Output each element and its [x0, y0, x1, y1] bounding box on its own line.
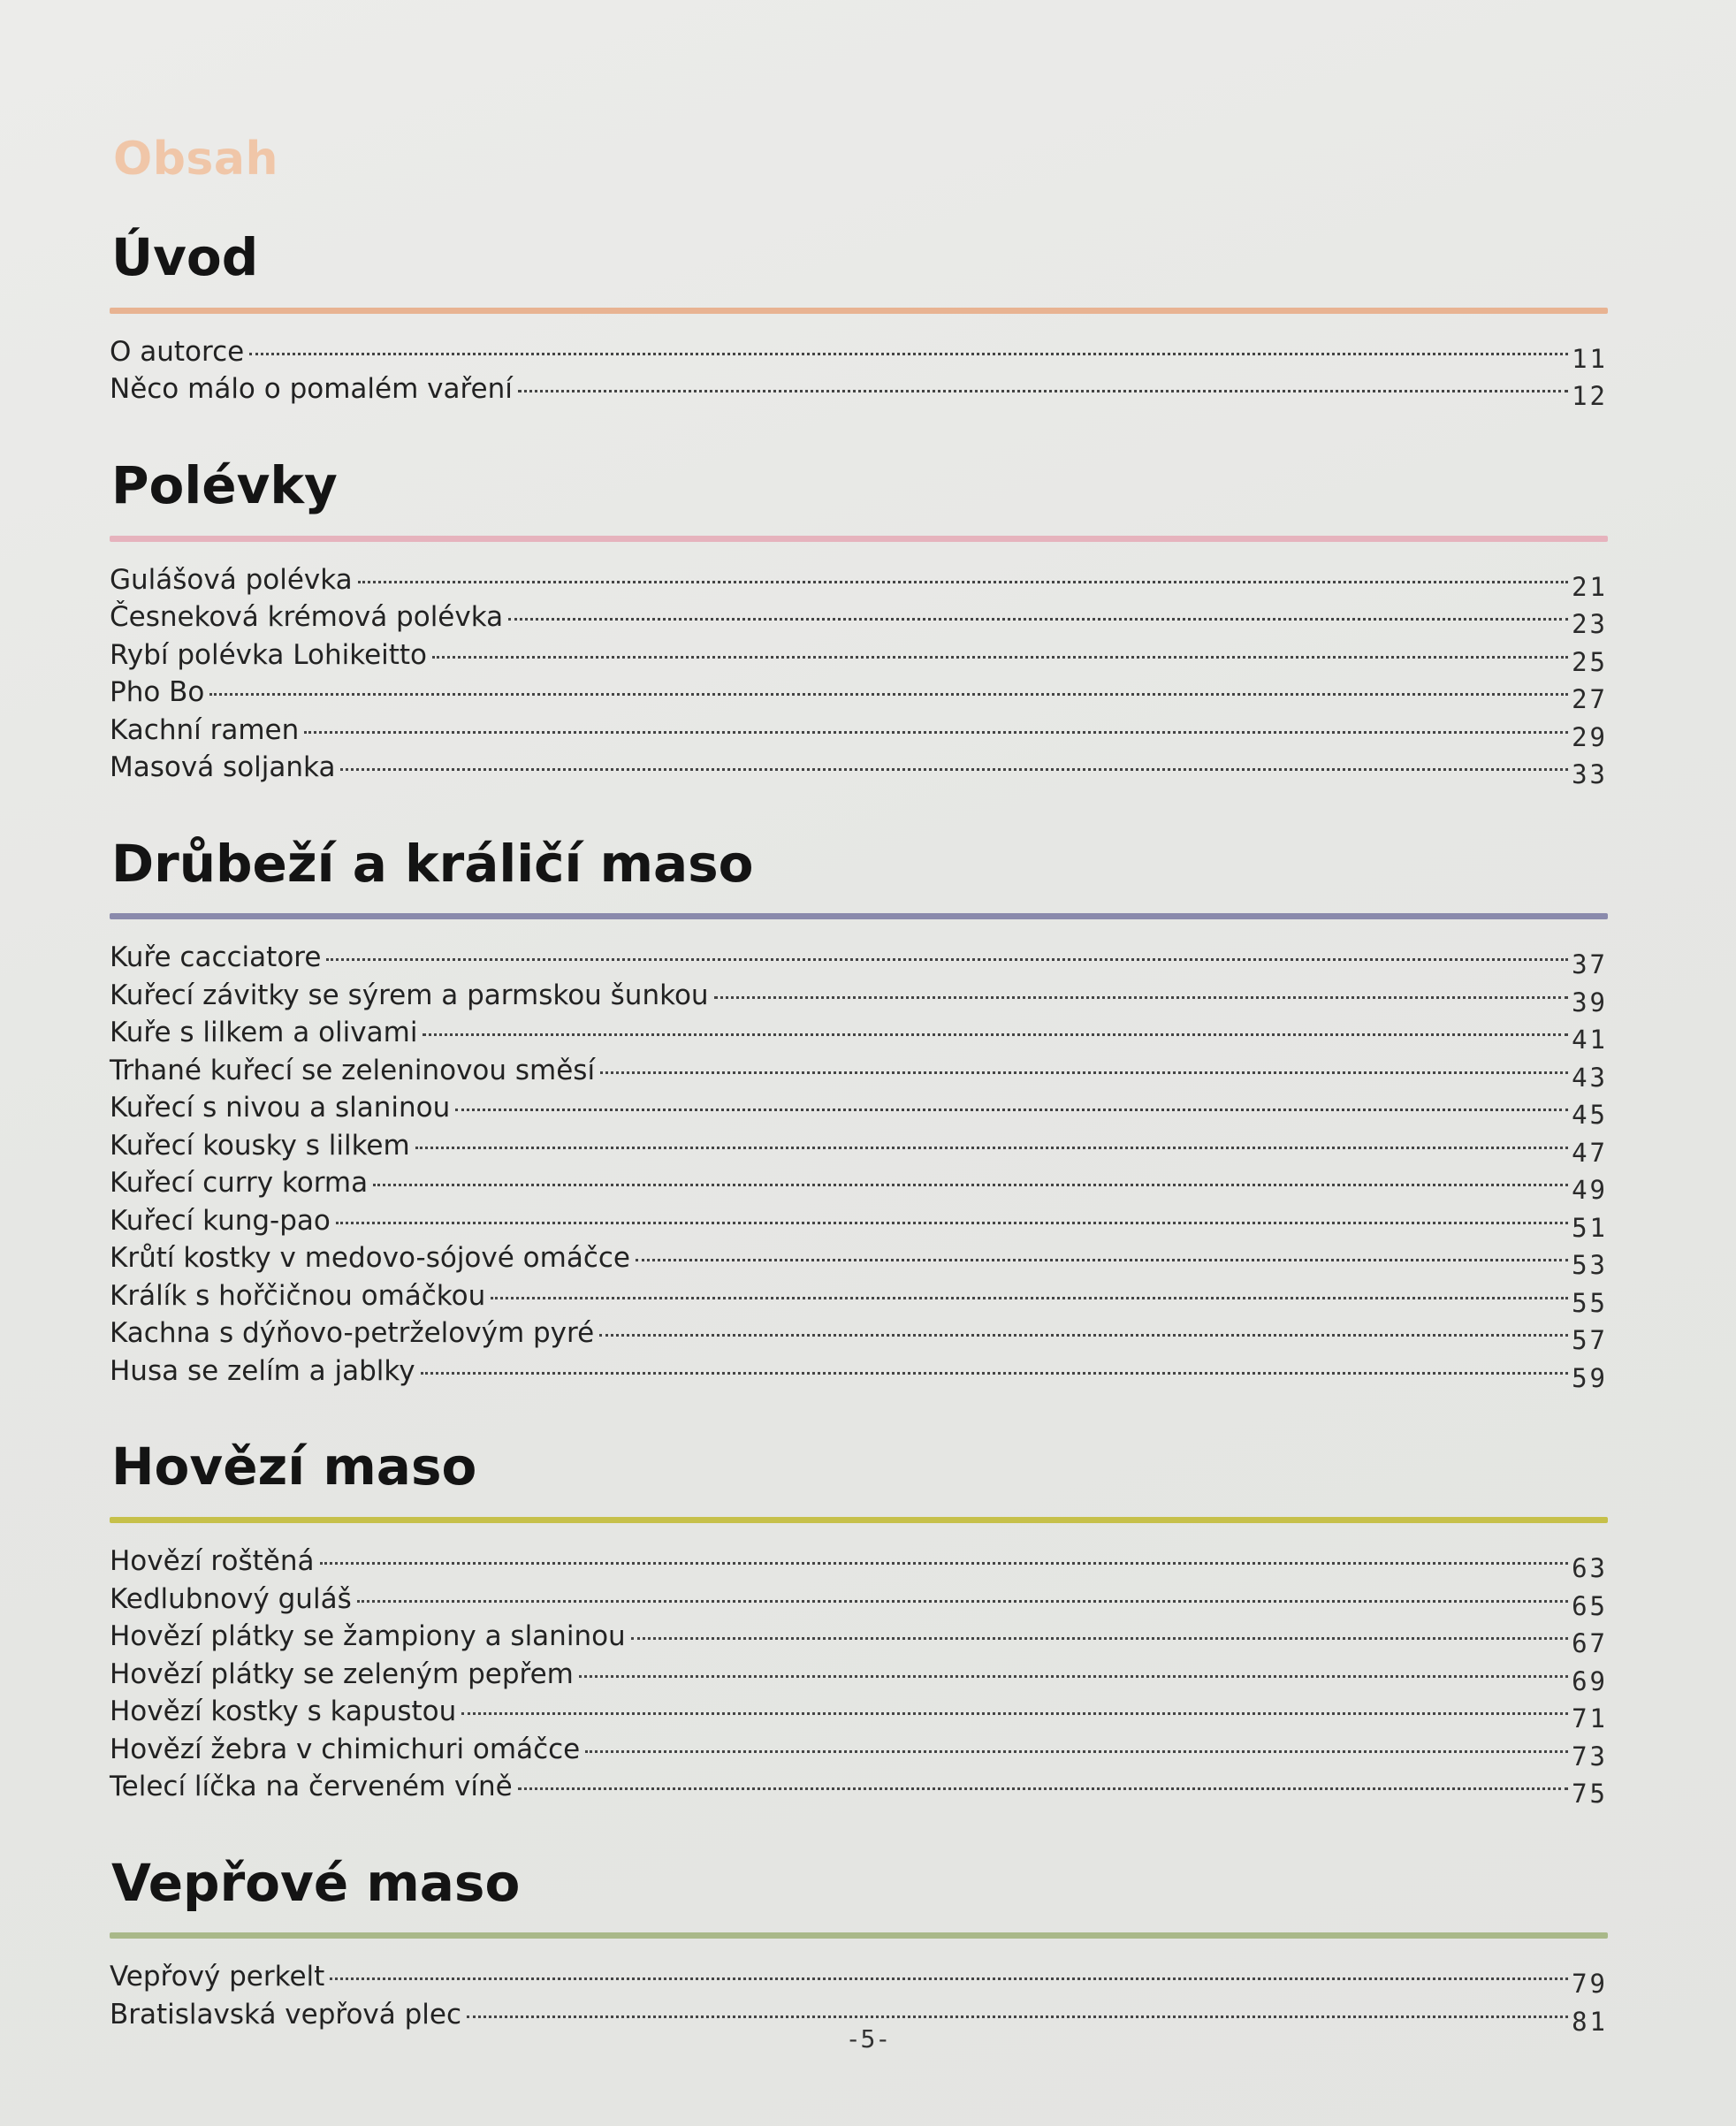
toc-entry — [110, 977, 1608, 1015]
section-divider — [110, 1517, 1608, 1523]
entry-page-number: 53 — [1572, 1250, 1608, 1281]
toc-entry — [110, 1052, 1608, 1093]
entry-title: Česneková krémová polévka — [110, 601, 504, 634]
entry-title: Krůtí kostky v medovo-sójové omáčce — [110, 1242, 630, 1275]
entry-title: Masová soljanka — [110, 751, 336, 784]
entry-title: Králík s hořčičnou omáčkou — [110, 1279, 486, 1312]
section-divider — [110, 536, 1608, 542]
entry-page-number: 27 — [1572, 684, 1608, 715]
toc-entry — [110, 939, 1608, 980]
dot-leader — [579, 1675, 1568, 1678]
toc-entry — [110, 1581, 1608, 1619]
entry-page-number: 71 — [1572, 1703, 1608, 1734]
entry-list — [110, 939, 1608, 1393]
entry-page-number: 51 — [1572, 1212, 1608, 1243]
dot-leader — [432, 656, 1568, 659]
entry-page-number: 37 — [1572, 949, 1608, 980]
toc-entry — [110, 1164, 1608, 1206]
toc-entry — [110, 1731, 1608, 1772]
section-heading: Úvod — [111, 227, 259, 287]
dot-leader — [508, 618, 1568, 621]
section-heading: Polévky — [111, 454, 338, 515]
entry-page-number: 23 — [1572, 609, 1608, 640]
entry-title: Kuřecí kung-pao — [110, 1204, 331, 1237]
entry-page-number: 69 — [1572, 1665, 1608, 1696]
toc-section — [110, 1436, 1608, 1810]
dot-leader — [636, 1259, 1568, 1261]
toc-entry — [110, 370, 1608, 412]
entry-page-number: 63 — [1572, 1553, 1608, 1584]
section-heading: Hovězí maso — [111, 1436, 477, 1497]
dot-leader — [518, 1787, 1568, 1790]
entry-list — [110, 1958, 1608, 2037]
entry-title: Kuře cacciatore — [110, 941, 322, 974]
entry-title: Pho Bo — [110, 676, 205, 709]
section-divider — [110, 1932, 1608, 1939]
toc-entry — [110, 1202, 1608, 1243]
dot-leader — [209, 693, 1568, 696]
toc-entry — [110, 1127, 1608, 1168]
toc-entry — [110, 1543, 1608, 1584]
dot-leader — [358, 581, 1568, 583]
entry-title: O autorce — [110, 335, 245, 368]
entry-title: Kachna s dýňovo-petrželovým pyré — [110, 1317, 595, 1350]
toc-section — [110, 1852, 1608, 2037]
entry-title: Něco málo o pomalém vaření — [110, 373, 513, 406]
entry-title: Hovězí plátky se žampiony a slaninou — [110, 1620, 626, 1653]
dot-leader — [249, 353, 1568, 355]
entry-list — [110, 333, 1608, 412]
toc-entry — [110, 1958, 1608, 2000]
entry-title: Vepřový perkelt — [110, 1961, 325, 1993]
toc-entry — [110, 749, 1608, 790]
toc-entry — [110, 598, 1608, 640]
entry-title: Hovězí kostky s kapustou — [110, 1695, 457, 1728]
entry-title: Husa se zelím a jablky — [110, 1354, 415, 1387]
entry-page-number: 79 — [1572, 1969, 1608, 2000]
entry-page-number: 73 — [1572, 1741, 1608, 1772]
entry-page-number: 81 — [1572, 2006, 1608, 2037]
dot-leader — [600, 1071, 1568, 1074]
toc-entry — [110, 561, 1608, 602]
toc-section — [110, 227, 1608, 412]
dot-leader — [326, 958, 1568, 961]
entry-title: Hovězí plátky se zeleným pepřem — [110, 1657, 574, 1690]
entry-page-number: 47 — [1572, 1137, 1608, 1168]
entry-title: Trhané kuřecí se zeleninovou směsí — [110, 1054, 596, 1086]
entry-page-number: 55 — [1572, 1287, 1608, 1318]
toc-entry — [110, 1768, 1608, 1810]
toc-entry — [110, 1277, 1608, 1318]
entry-title: Gulášová polévka — [110, 563, 353, 596]
toc-title: Obsah — [113, 133, 278, 186]
dot-leader — [336, 1222, 1568, 1224]
entry-page-number: 65 — [1572, 1590, 1608, 1621]
dot-leader — [423, 1033, 1568, 1036]
entry-title: Kuřecí s nivou a slaninou — [110, 1092, 451, 1124]
dot-leader — [357, 1600, 1568, 1603]
section-heading: Vepřové maso — [111, 1852, 521, 1913]
entry-title: Kuřecí závitky se sýrem a parmskou šunkou — [110, 979, 709, 1011]
dot-leader — [340, 768, 1568, 771]
toc-entry — [110, 333, 1608, 374]
entry-title: Kedlubnový guláš — [110, 1582, 352, 1615]
dot-leader — [373, 1184, 1568, 1186]
entry-page-number: 41 — [1572, 1025, 1608, 1055]
entry-title: Kuřecí curry korma — [110, 1167, 369, 1200]
toc-entry — [110, 1618, 1608, 1659]
entry-title: Kachní ramen — [110, 713, 300, 746]
toc-entry — [110, 1089, 1608, 1131]
entry-page-number: 43 — [1572, 1062, 1608, 1093]
entry-title: Bratislavská vepřová plec — [110, 1998, 462, 2031]
entry-title: Rybí polévka Lohikeitto — [110, 638, 428, 671]
entry-page-number: 75 — [1572, 1779, 1608, 1810]
dot-leader — [631, 1637, 1568, 1640]
entry-page-number: 25 — [1572, 646, 1608, 677]
dot-leader — [467, 2016, 1568, 2018]
section-divider — [110, 913, 1608, 919]
entry-title: Kuře s lilkem a olivami — [110, 1017, 418, 1049]
entry-page-number: 29 — [1572, 721, 1608, 752]
dot-leader — [320, 1562, 1569, 1565]
dot-leader — [585, 1750, 1568, 1753]
entry-page-number: 59 — [1572, 1362, 1608, 1393]
entry-page-number: 12 — [1572, 381, 1608, 412]
entry-title: Kuřecí kousky s lilkem — [110, 1129, 410, 1162]
dot-leader — [714, 996, 1569, 999]
table-of-contents — [110, 133, 1608, 2083]
toc-sections — [110, 227, 1608, 2037]
section-heading: Drůbeží a králičí maso — [111, 833, 754, 894]
toc-section — [110, 454, 1608, 790]
dot-leader — [421, 1372, 1568, 1375]
entry-title: Hovězí roštěná — [110, 1545, 315, 1578]
toc-entry — [110, 712, 1608, 750]
entry-page-number: 49 — [1572, 1175, 1608, 1206]
dot-leader — [518, 390, 1568, 392]
dot-leader — [415, 1147, 1568, 1149]
toc-entry — [110, 1014, 1608, 1055]
toc-section — [110, 833, 1608, 1393]
entry-page-number: 21 — [1572, 571, 1608, 602]
entry-page-number: 39 — [1572, 987, 1608, 1017]
toc-entry — [110, 636, 1608, 677]
toc-entry — [110, 1353, 1608, 1391]
dot-leader — [491, 1297, 1568, 1299]
toc-entry — [110, 1656, 1608, 1694]
entry-page-number: 57 — [1572, 1325, 1608, 1356]
entry-page-number: 67 — [1572, 1628, 1608, 1659]
toc-entry — [110, 1693, 1608, 1734]
entry-page-number: 11 — [1572, 343, 1608, 374]
toc-entry — [110, 1239, 1608, 1281]
entry-page-number: 33 — [1572, 759, 1608, 790]
entry-page-number: 45 — [1572, 1100, 1608, 1131]
dot-leader — [304, 731, 1568, 734]
dot-leader — [461, 1712, 1568, 1715]
entry-list — [110, 1543, 1608, 1810]
entry-title: Hovězí žebra v chimichuri omáčce — [110, 1733, 581, 1765]
dot-leader — [599, 1334, 1568, 1337]
section-divider — [110, 308, 1608, 314]
dot-leader — [330, 1977, 1568, 1980]
toc-entry — [110, 1314, 1608, 1356]
page-number: -5- — [845, 2024, 891, 2054]
dot-leader — [455, 1109, 1568, 1111]
toc-entry — [110, 674, 1608, 715]
entry-list — [110, 561, 1608, 790]
entry-title: Telecí líčka na červeném víně — [110, 1771, 513, 1803]
